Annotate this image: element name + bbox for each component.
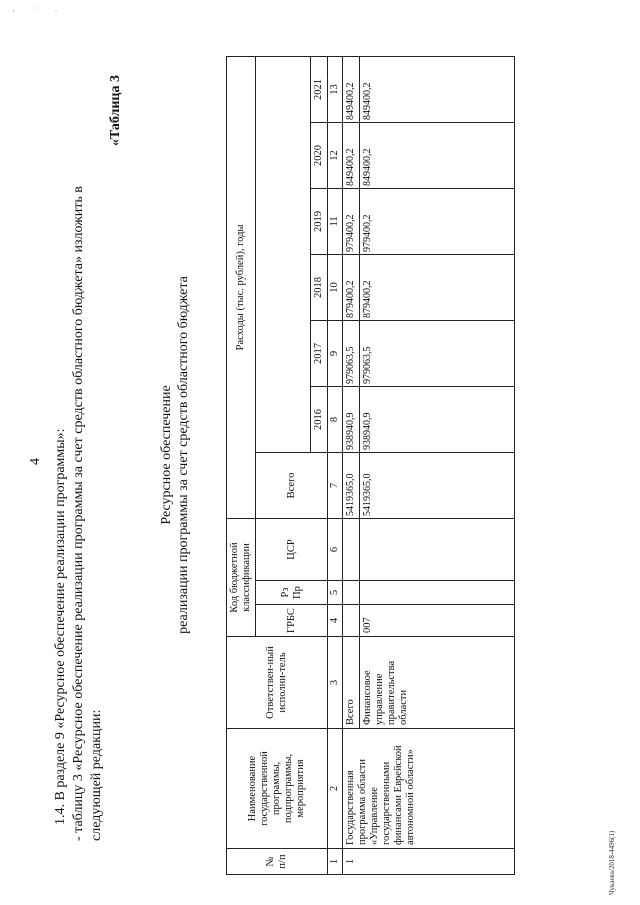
year-value-cell: 879400,2 xyxy=(360,254,515,320)
header-total: Всего xyxy=(256,452,328,518)
year-value-cell: 849400,2 xyxy=(343,56,360,122)
header-rzpr: Рз Пр xyxy=(256,581,328,605)
header-years-group xyxy=(256,56,311,452)
header-csr: ЦСР xyxy=(256,518,328,580)
column-index: 13 xyxy=(328,56,343,122)
column-index: 6 xyxy=(328,518,343,580)
table-title xyxy=(158,175,192,735)
header-year: 2020 xyxy=(311,122,328,188)
rzpr-cell xyxy=(343,581,360,605)
intro-line: следующей редакции: xyxy=(89,709,104,841)
header-budget-code: Код бюджетной классификации xyxy=(227,518,256,636)
intro-line: - таблицу 3 «Ресурсное обеспечение реализации программы за счет средств областного бюджета» изложить в xyxy=(71,186,86,841)
header-grbs: ГРБС xyxy=(256,605,328,637)
resource-table xyxy=(226,56,515,875)
header-year: 2017 xyxy=(311,320,328,386)
header-executor: Ответствен-ный исполни-тель xyxy=(227,637,328,729)
table-label: «Таблица 3 xyxy=(108,75,123,147)
rzpr-cell xyxy=(360,581,515,605)
scan-artifact: · ˙ · xyxy=(12,6,66,16)
header-year: 2021 xyxy=(311,56,328,122)
column-index: 7 xyxy=(328,452,343,518)
year-value-cell: 849400,2 xyxy=(360,56,515,122)
column-index: 9 xyxy=(328,320,343,386)
column-index: 12 xyxy=(328,122,343,188)
column-index: 11 xyxy=(328,188,343,254)
program-name: Государственная программа области «Управление государственными финансами Еврейской автономной области» xyxy=(343,729,515,849)
header-expenses: Расходы (тыс. рублей), годы xyxy=(227,56,256,518)
column-index: 2 xyxy=(328,729,343,849)
intro-paragraph xyxy=(52,81,106,841)
year-value-cell: 849400,2 xyxy=(360,122,515,188)
title-line: реализации программы за счет средств областного бюджета xyxy=(176,276,191,634)
csr-cell xyxy=(360,518,515,580)
header-year: 2019 xyxy=(311,188,328,254)
table-row xyxy=(343,56,360,874)
grbs-cell: 007 xyxy=(360,605,515,637)
intro-line: 1.4. В разделе 9 «Ресурсное обеспечение реализации программы»: xyxy=(53,428,68,825)
total-cell: 5419365,0 xyxy=(360,452,515,518)
total-cell: 5419365,0 xyxy=(343,452,360,518)
executor-cell: Всего xyxy=(343,637,360,729)
year-value-cell: 938940,9 xyxy=(360,386,515,452)
page-number: 4 xyxy=(28,458,43,465)
year-value-cell: 979400,2 xyxy=(343,188,360,254)
column-index: 5 xyxy=(328,581,343,605)
csr-cell xyxy=(343,518,360,580)
header-name: Наименование государственной программы, подпрограммы, мероприятия xyxy=(227,729,328,849)
grbs-cell xyxy=(343,605,360,637)
year-value-cell: 879400,2 xyxy=(343,254,360,320)
column-index: 4 xyxy=(328,605,343,637)
column-index: 1 xyxy=(328,849,343,875)
year-value-cell: 938940,9 xyxy=(343,386,360,452)
year-value-cell: 979063,5 xyxy=(343,320,360,386)
row-number: 1 xyxy=(343,849,515,875)
column-index: 8 xyxy=(328,386,343,452)
title-line: Ресурсное обеспечение xyxy=(159,385,174,525)
executor-cell: Финансовое управление правительства области xyxy=(360,637,515,729)
year-value-cell: 979400,2 xyxy=(360,188,515,254)
document-code: Чукаева/2018-4496(1) xyxy=(608,830,616,895)
header-year: 2016 xyxy=(311,386,328,452)
header-year: 2018 xyxy=(311,254,328,320)
column-index: 3 xyxy=(328,637,343,729)
column-index: 10 xyxy=(328,254,343,320)
year-value-cell: 979063,5 xyxy=(360,320,515,386)
header-num: № п/п xyxy=(227,849,328,875)
year-value-cell: 849400,2 xyxy=(343,122,360,188)
